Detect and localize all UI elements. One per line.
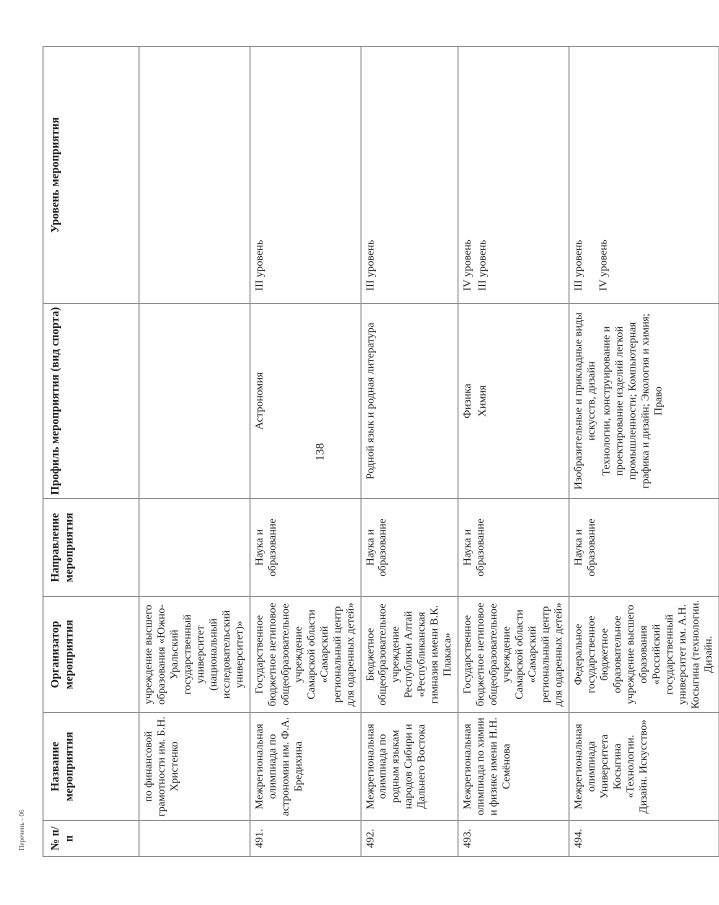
table-row [569, 47, 719, 857]
cell-direction: Наука и образование [361, 499, 459, 597]
level-item: III уровень [364, 239, 376, 291]
level-item: III уровень [476, 239, 489, 291]
cell-organizer: Государственное бюджетное нетиповое общеобразовательное учреждение Самарской области «Самарский региональный центр для одаренных детей» [458, 597, 569, 713]
cell-name: по финансовой грамотности им. Б.Н. Христенко [139, 713, 250, 821]
events-table-rotated [43, 47, 715, 857]
cell-level [139, 47, 250, 304]
level-item: III уровень [572, 239, 585, 291]
cell-organizer: Бюджетное общеобразовательное учреждение Республики Алтай «Республиканская гимназия имени В.К. Плакаса» [361, 597, 459, 713]
cell-organizer: Государственное бюджетное нетиповое общеобразовательное учреждение Самарской области «Самарский региональный центр для одаренных детей» [250, 597, 361, 713]
cell-direction: Наука и образование [458, 499, 569, 597]
header-num: № п/п [43, 821, 139, 857]
cell-name: Межрегиональная олимпиада Университета Косыгина «Технологии. Дизайн. Искусство» [569, 713, 719, 821]
profile-item: Химия [476, 385, 489, 417]
cell-profile [250, 304, 361, 499]
cell-num: 494. [569, 821, 719, 857]
level-item: III уровень [253, 239, 266, 291]
header-direction: Направление мероприятия [43, 499, 139, 597]
cell-num: 493. [458, 821, 569, 857]
profile-item: Изобразительные и прикладные виды искусств, дизайн [572, 312, 598, 490]
table-row [250, 47, 361, 857]
level-item: IV уровень [597, 239, 610, 291]
cell-level [361, 47, 459, 304]
page-number: 138 [312, 443, 327, 461]
cell-level [458, 47, 569, 304]
cell-direction: Наука и образование [569, 499, 719, 597]
header-name: Название мероприятия [43, 713, 139, 821]
profile-item: Родной язык и родная литература [364, 322, 376, 480]
cell-num: 492. [361, 821, 459, 857]
header-organizer: Организатор мероприятия [43, 597, 139, 713]
cell-num [139, 821, 250, 857]
table-header-row [43, 47, 139, 857]
cell-organizer: учреждение высшего образования «Южно-Уральский государственный университет (национальный исследовательский университет)» [139, 597, 250, 713]
cell-profile [139, 304, 250, 499]
footer-stamp: Перечень - 06 [18, 809, 26, 851]
cell-name: Межрегиональная олимпиада по химии и физике имени Н.Н. Семёнова [458, 713, 569, 821]
cell-name: Межрегиональная олимпиада по астрономии им. Ф.А. Бредихина [250, 713, 361, 821]
cell-organizer: Федеральное государственное бюджетное образовательное учреждение высшего образования «Российский государственный университет им. А.Н. Косыгина (технологии. Дизайн. [569, 597, 719, 713]
profile-item: Технологии, конструирование и проектирование изделий легкой промышленности; Компьютерная графика и дизайн; Экология и химия; Право [600, 313, 665, 489]
cell-num: 491. [250, 821, 361, 857]
cell-profile [569, 304, 719, 499]
events-table [43, 46, 719, 857]
table-row [361, 47, 459, 857]
header-level: Уровень мероприятия [43, 47, 139, 304]
cell-direction [139, 499, 250, 597]
cell-profile [361, 304, 459, 499]
profile-item: Астрономия [253, 372, 266, 430]
cell-level [569, 47, 719, 304]
table-row [458, 47, 569, 857]
table-row [139, 47, 250, 857]
cell-level [250, 47, 361, 304]
cell-profile [458, 304, 569, 499]
header-profile: Профиль мероприятия (вид спорта) [43, 304, 139, 499]
level-item: IV уровень [461, 239, 474, 291]
cell-name: Межрегиональная олимпиада по родным языкам народов Сибири и Дальнего Востока [361, 713, 459, 821]
cell-direction: Наука и образование [250, 499, 361, 597]
profile-item: Физика [461, 383, 474, 419]
